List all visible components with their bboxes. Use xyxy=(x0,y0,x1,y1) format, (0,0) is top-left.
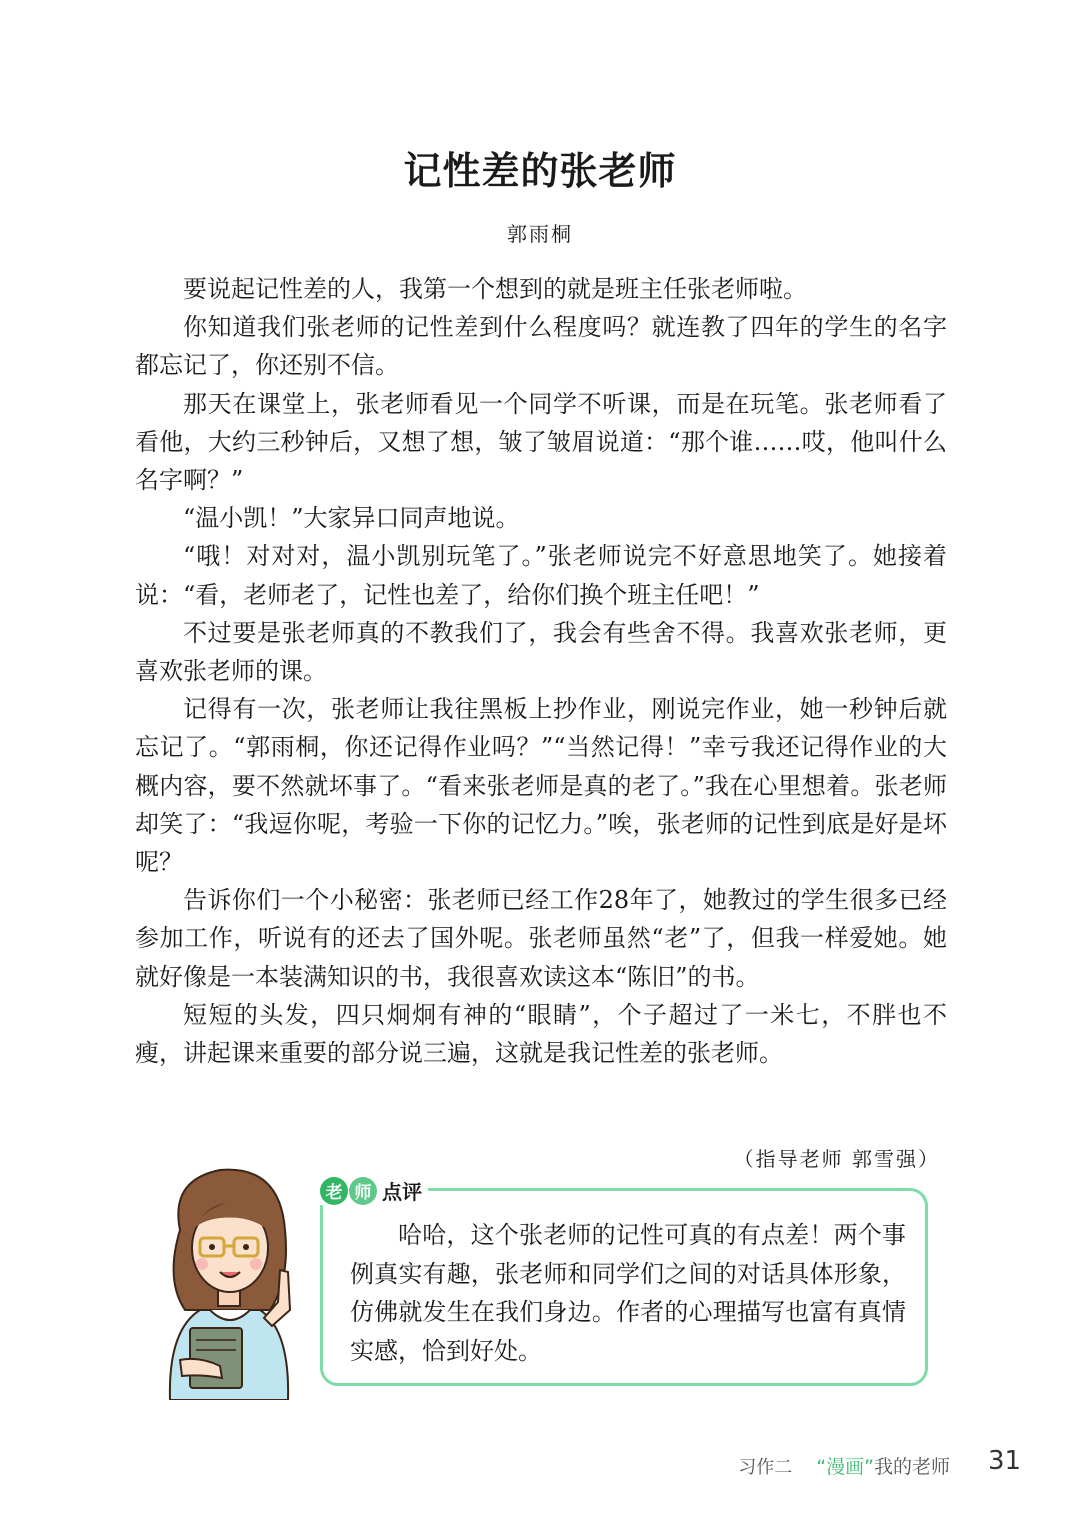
essay-author: 郭雨桐 xyxy=(507,222,573,246)
paragraph: 那天在课堂上，张老师看见一个同学不听课，而是在玩笔。张老师看了看他，大约三秒钟后，又想了想，皱了皱眉说道：“那个谁……哎，他叫什么名字啊？” xyxy=(135,389,947,495)
footer-unit: 习作二 xyxy=(738,1457,793,1478)
badge-label: 点评 xyxy=(382,1180,422,1204)
page-footer xyxy=(738,1452,950,1479)
paragraph: “哦！对对对，温小凯别玩笔了。”张老师说完不好意思地笑了。她接着说：“看，老师老了，记性也差了，给你们换个班主任吧！” xyxy=(135,542,947,609)
teacher-comment-text xyxy=(350,1216,906,1370)
footer-title xyxy=(816,1452,950,1479)
footer-title-quoted: “漫画” xyxy=(816,1456,874,1478)
paragraph: 不过要是张老师真的不教我们了，我会有些舍不得。我喜欢张老师，更喜欢张老师的课。 xyxy=(135,618,947,686)
paragraph: 要说起记性差的人，我第一个想到的就是班主任张老师啦。 xyxy=(183,275,807,303)
essay-title: 记性差的张老师 xyxy=(403,149,677,193)
badge-char: 师 xyxy=(349,1177,377,1205)
comment-paragraph: 哈哈，这个张老师的记性可真的有点差！两个事例真实有趣，张老师和同学们之间的对话具体形象，仿佛就发生在我们身边。作者的心理描写也富有真情实感，恰到好处。 xyxy=(350,1221,906,1365)
paragraph: 告诉你们一个小秘密：张老师已经工作28年了，她教过的学生很多已经参加工作，听说有的还去了国外呢。张老师虽然“老”了，但我一样爱她。她就好像是一本装满知识的书，我很喜欢读这本“陈旧”的书。 xyxy=(135,886,947,991)
paragraph: 你知道我们张老师的记性差到什么程度吗？就连教了四年的学生的名字都忘记了，你还别不信。 xyxy=(135,313,947,380)
teacher-illustration-icon xyxy=(140,1160,320,1400)
paragraph: 记得有一次，张老师让我往黑板上抄作业，刚说完作业，她一秒钟后就忘记了。“郭雨桐，你还记得作业吗？”“当然记得！”幸亏我还记得作业的大概内容，要不然就坏事了。“看来张老师是真的老了。”我在心里想着。张老师却笑了：“我逗你呢，考验一下你的记忆力。”唉，张老师的记性到底是好是坏呢？ xyxy=(135,695,947,877)
teacher-comment-badge xyxy=(320,1176,428,1205)
page-number: 31 xyxy=(988,1446,1022,1476)
badge-char: 老 xyxy=(320,1177,348,1205)
essay-body xyxy=(135,270,947,1072)
paragraph: “温小凯！”大家异口同声地说。 xyxy=(183,504,520,533)
paragraph: 短短的头发，四只炯炯有神的“眼睛”，个子超过了一米七，不胖也不瘦，讲起课来重要的部分说三遍，这就是我记性差的张老师。 xyxy=(135,1000,947,1068)
footer-title-rest: 我的老师 xyxy=(873,1456,950,1478)
guide-teacher-credit: （指导老师 郭雪强） xyxy=(733,1147,940,1171)
